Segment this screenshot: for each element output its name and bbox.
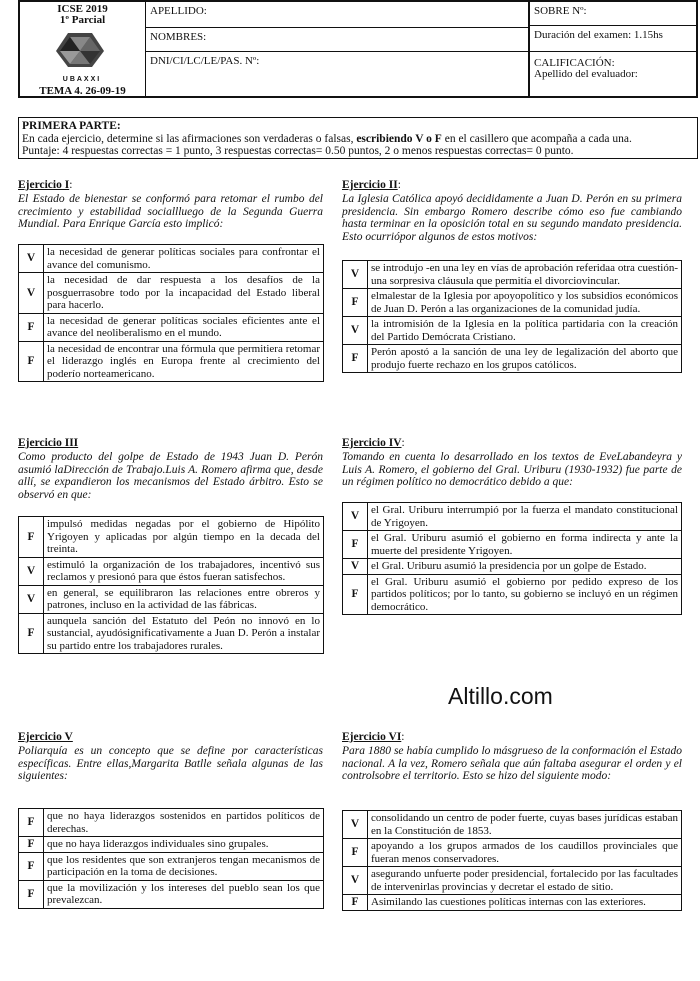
table-row xyxy=(343,531,682,559)
logo-text: UBAXXI xyxy=(62,76,102,83)
table-row xyxy=(19,273,324,314)
statement-text: impulsó medidas negadas por el gobierno de Hipólito Yrigoyen y aplicadas por algún tiempo en la decada del treinta. xyxy=(44,517,324,558)
statement-text: el Gral. Uriburu asumió la presidencia por un golpe de Estado. xyxy=(368,559,682,575)
answer-box[interactable]: V xyxy=(343,559,368,575)
calificacion-label: CALIFICACIÓN: xyxy=(534,57,615,69)
header-fields-cell xyxy=(146,2,530,96)
table-row xyxy=(343,867,682,895)
ejercicio-title: Ejercicio III xyxy=(18,437,79,449)
ejercicio-intro: Como producto del golpe de Estado de 1943 Juan D. Perón asumió laDirección de Trabajo.Luis A. Romero afirma que, desde allí, se expandieron los mecanismos del Estado árbitro. Esto se observó en que: xyxy=(18,451,323,501)
ejercicio-1-table xyxy=(18,244,324,382)
altillo-watermark: Altillo.com xyxy=(448,683,553,709)
statement-text: asegurando unfuerte poder presidencial, fortalecido por las facultades de intervenirlas provincias y decretar el estado de sitio. xyxy=(368,867,682,895)
table-row xyxy=(19,245,324,273)
table-row xyxy=(19,557,324,585)
statement-text: el Gral. Uriburu interrumpió por la fuerza el mandato constitucional de Yrigoyen. xyxy=(368,503,682,531)
primera-parte-title: PRIMERA PARTE: xyxy=(22,120,121,132)
statement-text: la necesidad de generar políticas sociales eficientes ante el avance del neoliberalismo en el mundo. xyxy=(44,313,324,341)
statement-text: que la movilización y los intereses del pueblo sean los que prevalezcan. xyxy=(44,880,324,908)
answer-box[interactable]: V xyxy=(19,585,44,613)
answer-box[interactable]: F xyxy=(19,880,44,908)
answer-box[interactable]: F xyxy=(19,809,44,837)
answer-box[interactable]: F xyxy=(343,839,368,867)
primera-parte-box xyxy=(18,117,698,159)
header-left-cell xyxy=(20,2,146,96)
statement-text: la necesidad de dar respuesta a los desafíos de la posguerrasobre todo por la incapacidad del Estado liberal para hacerlo. xyxy=(44,273,324,314)
primera-parte-instructions xyxy=(22,133,694,146)
apellido-field[interactable] xyxy=(146,2,528,28)
answer-box[interactable]: F xyxy=(19,613,44,654)
table-row xyxy=(343,289,682,317)
table-row xyxy=(19,837,324,853)
exam-header xyxy=(18,0,698,98)
duracion-label: Duración del examen: 1.15hs xyxy=(534,29,663,41)
answer-box[interactable]: F xyxy=(343,895,368,911)
statement-text: consolidando un centro de poder fuerte, cuyas bases jurídicas estaban en la Constitución de 1853. xyxy=(368,811,682,839)
statement-text: el Gral. Uriburu asumió el gobierno por pedido expreso de los partidos políticos; por lo tanto, su gobierno se incluyó en un régimen democrático. xyxy=(368,574,682,615)
ejercicio-colon: : xyxy=(397,179,401,191)
answer-box[interactable]: V xyxy=(19,273,44,314)
table-row xyxy=(19,517,324,558)
ejercicio-intro: El Estado de bienestar se conformó para retomar el rumbo del crecimiento y estabilidad sociallluego de la Segunda Guerra Mundial. Para Enrique García esto implicó: xyxy=(18,193,323,230)
ejercicio-5-table xyxy=(18,808,324,909)
statement-text: estimuló la organización de los trabajadores, incentivó sus reclamos y presionó para que éstos fueran satisfechos. xyxy=(44,557,324,585)
answer-box[interactable]: V xyxy=(19,245,44,273)
instr-pre: En cada ejercicio, determine si las afirmaciones son verdaderas o falsas, xyxy=(22,132,357,145)
answer-box[interactable]: V xyxy=(343,317,368,345)
calificacion-field[interactable] xyxy=(530,52,698,96)
ejercicio-intro: La Iglesia Católica apoyó decididamente a Juan D. Perón en su primera presidencia. Sin embargo Romero describe cómo eso fue cambiando hasta terminar en la oposición total en su segundo mandato presidencia. Esto ocurriópor algunos de estos motivos: xyxy=(342,193,682,243)
statement-text: el Gral. Uriburu asumió el gobierno en forma indirecta y ante la muerte del presidente Yrigoyen. xyxy=(368,531,682,559)
ejercicio-intro: Tomando en cuenta lo desarrollado en los textos de EveLabandeyra y Luis A. Romero, el gobierno del Gral. Uriburu (1930-1932) fue parte de un régimen político no democrático debido a que: xyxy=(342,451,682,488)
ejercicio-2-heading xyxy=(342,175,682,243)
statement-text: la necesidad de generar políticas sociales para confrontar el avance del comunismo. xyxy=(44,245,324,273)
answer-box[interactable]: F xyxy=(19,313,44,341)
answer-box[interactable]: F xyxy=(19,341,44,382)
header-right-cell xyxy=(530,2,698,96)
table-row xyxy=(343,345,682,373)
table-row xyxy=(343,261,682,289)
statement-text: elmalestar de la Iglesia por apoyopolítico y los subsidios económicos de Juan D. Perón a las organizaciones de la comunidad judía. xyxy=(368,289,682,317)
statement-text: aunquela sanción del Estatuto del Peón no innovó en lo sustancial, ayudósignificativamente a Juan D. Perón a instalar su partido entre los trabajadores rurales. xyxy=(44,613,324,654)
answer-box[interactable]: F xyxy=(343,345,368,373)
ejercicio-colon: : xyxy=(69,179,73,191)
dni-field[interactable] xyxy=(146,52,528,96)
statement-text: Perón apostó a la sanción de una ley de legalización del aborto que produjo fuerte rechazo en los grupos católicos. xyxy=(368,345,682,373)
instr-bold: escribiendo V o F xyxy=(356,132,442,145)
statement-text: la intromisión de la Iglesia en la política partidaria con la creación del Partido Demócrata Cristiano. xyxy=(368,317,682,345)
answer-box[interactable]: F xyxy=(19,837,44,853)
table-row xyxy=(343,574,682,615)
table-row xyxy=(343,839,682,867)
answer-box[interactable]: F xyxy=(343,531,368,559)
ejercicio-title: Ejercicio V xyxy=(18,731,73,743)
puntaje-text: Puntaje: 4 respuestas correctas = 1 punto, 3 respuestas correctas= 0.50 puntos, 2 o menos respuestas correctas= 0 punto. xyxy=(22,145,574,157)
ejercicio-4-heading xyxy=(342,433,682,489)
ejercicio-title: Ejercicio VI xyxy=(342,731,402,743)
apellido-label: APELLIDO: xyxy=(150,5,207,17)
evaluador-label: Apellido del evaluador: xyxy=(534,68,638,80)
nombres-field[interactable] xyxy=(146,28,528,52)
ejercicio-2-table xyxy=(342,260,682,373)
sobre-field[interactable] xyxy=(530,2,698,26)
answer-box[interactable]: F xyxy=(19,852,44,880)
ejercicio-5-heading xyxy=(18,727,323,783)
statement-text: Asimilando las cuestiones políticas internas con las exteriores. xyxy=(368,895,682,911)
statement-text: la necesidad de encontrar una fórmula que permitiera retomar el liderazgo inglés en Europa frente al crecimiento del poderío norteamericano. xyxy=(44,341,324,382)
dni-label: DNI/CI/LC/LE/PAS. Nº: xyxy=(150,55,260,67)
answer-box[interactable]: F xyxy=(19,517,44,558)
table-row xyxy=(19,341,324,382)
table-row xyxy=(19,585,324,613)
answer-box[interactable]: V xyxy=(19,557,44,585)
tema-label: TEMA 4. 26-09-19 xyxy=(39,85,126,97)
answer-box[interactable]: V xyxy=(343,811,368,839)
answer-box[interactable]: F xyxy=(343,574,368,615)
table-row xyxy=(19,809,324,837)
ejercicio-3-table xyxy=(18,516,324,654)
table-row xyxy=(343,503,682,531)
answer-box[interactable]: V xyxy=(343,503,368,531)
table-row xyxy=(19,852,324,880)
ejercicio-3-heading xyxy=(18,433,323,501)
statement-text: apoyando a los grupos armados de los caudillos provinciales que fueran menos conservadores. xyxy=(368,839,682,867)
ejercicio-intro: Para 1880 se había cumplido lo másgrueso de la conformación el Estado nacional. A la vez, Romero señala que aún faltaba asegurar el orden y el controlsobre el territorio. Esto se hizo del siguiente modo: xyxy=(342,745,682,782)
ejercicio-6-heading xyxy=(342,727,682,783)
exam-title: ICSE 2019 xyxy=(57,3,108,15)
statement-text: en general, se equilibraron las relaciones entre obreros y patrones, incluso en la actividad de las fábricas. xyxy=(44,585,324,613)
ejercicio-4-table xyxy=(342,502,682,615)
ejercicio-title: Ejercicio I xyxy=(18,179,70,191)
table-row xyxy=(343,895,682,911)
statement-text: se introdujo -en una ley en vías de aprobación referidaa otra cuestión- una sorpresiva cláusula que permitía el divorciovincular. xyxy=(368,261,682,289)
table-row xyxy=(343,559,682,575)
answer-box[interactable]: V xyxy=(343,261,368,289)
answer-box[interactable]: F xyxy=(343,289,368,317)
ejercicio-6-table xyxy=(342,810,682,911)
ejercicio-title: Ejercicio IV xyxy=(342,437,402,449)
statement-text: que no haya liderazgos sostenidos en partidos políticos de derechas. xyxy=(44,809,324,837)
ejercicio-colon: : xyxy=(401,731,405,743)
duracion-field xyxy=(530,26,698,52)
table-row xyxy=(343,317,682,345)
ejercicio-title: Ejercicio II xyxy=(342,179,398,191)
ejercicio-intro: Poliarquía es un concepto que se define por características específicas. Entre ellas,Margarita Batlle señala algunas de las siguientes: xyxy=(18,745,323,782)
answer-box[interactable]: V xyxy=(343,867,368,895)
ejercicio-colon: : xyxy=(401,437,405,449)
ejercicio-1-heading xyxy=(18,175,323,231)
instr-post: en el casillero que acompaña a cada una. xyxy=(441,132,632,145)
table-row xyxy=(19,313,324,341)
nombres-label: NOMBRES: xyxy=(150,31,207,43)
exam-parcial: 1º Parcial xyxy=(59,14,106,26)
table-row xyxy=(343,811,682,839)
sobre-label: SOBRE Nº: xyxy=(534,5,587,17)
table-row xyxy=(19,880,324,908)
statement-text: que no haya liderazgos individuales sino grupales. xyxy=(44,837,324,853)
statement-text: que los residentes que son extranjeros tengan mecanismos de participación en la toma de decisiones. xyxy=(44,852,324,880)
table-row xyxy=(19,613,324,654)
